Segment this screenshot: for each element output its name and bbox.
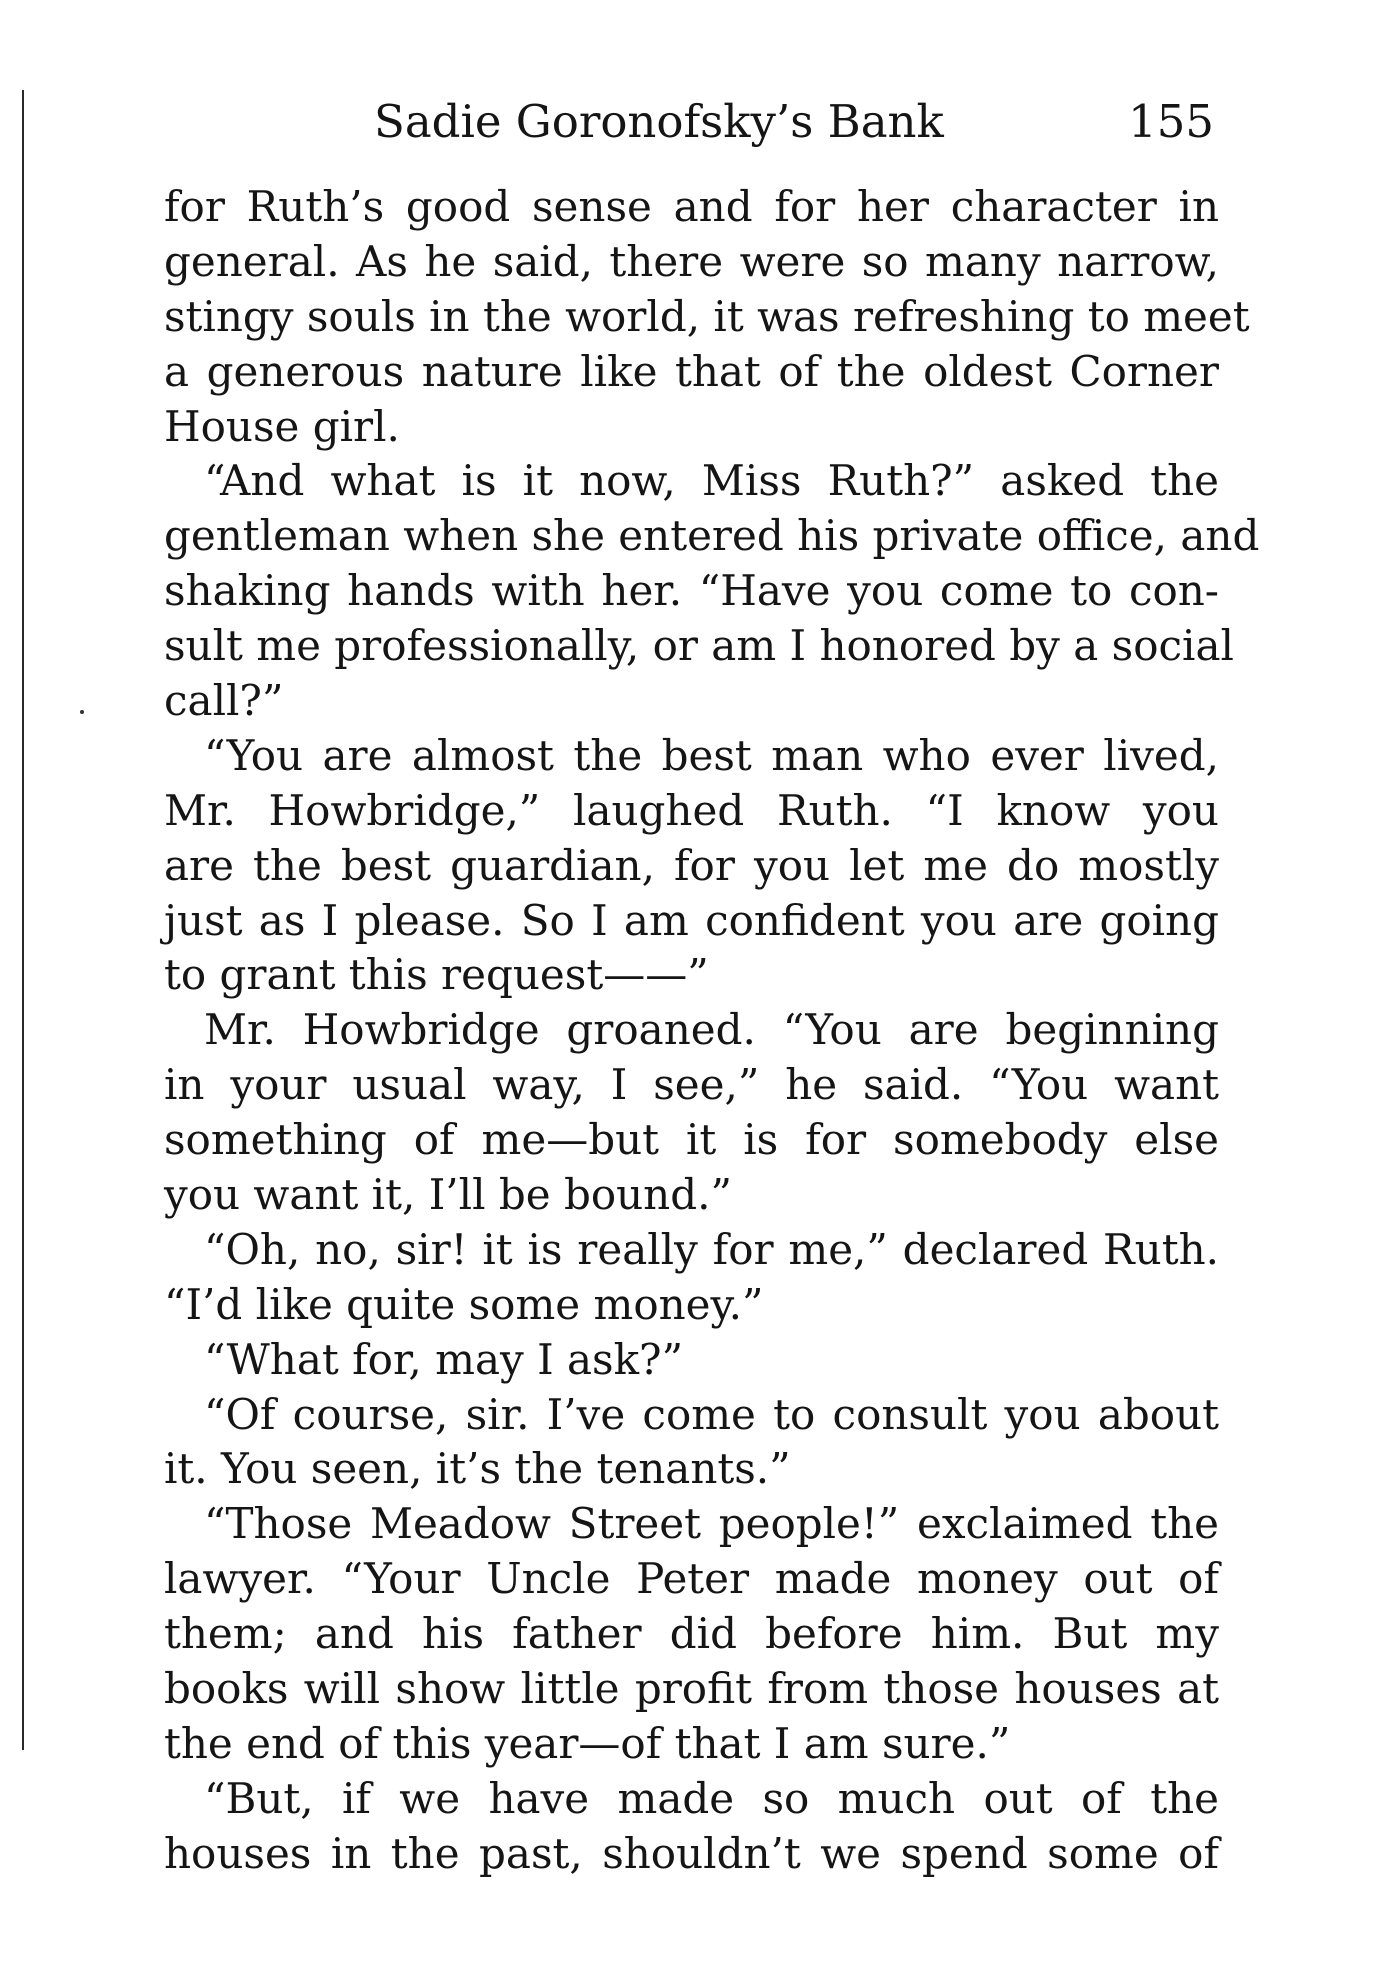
text-line: a generous nature like that of the oldest Corner: [164, 346, 1219, 396]
text-line: for Ruth’s good sense and for her character in: [164, 182, 1219, 231]
text-line: houses in the past, shouldn’t we spend some of: [164, 1828, 1219, 1878]
page-header: [374, 92, 1214, 152]
page-number: 155: [1128, 95, 1214, 148]
text-line: it. You seen, it’s the tenants.”: [164, 1444, 791, 1494]
text-line: lawyer. “Your Uncle Peter made money out of: [164, 1554, 1219, 1604]
text-line: “Oh, no, sir! it is really for me,” declared Ruth.: [204, 1224, 1219, 1274]
text-line: “But, if we have made so much out of the: [204, 1773, 1219, 1823]
text-line: Mr. Howbridge,” laughed Ruth. “I know you: [164, 785, 1219, 835]
text-line: “And what is it now, Miss Ruth?” asked the: [204, 456, 1219, 506]
text-line: “Of course, sir. I’ve come to consult you about: [204, 1389, 1219, 1439]
text-line: sult me professionally, or am I honored by a social: [164, 621, 1234, 671]
text-line: are the best guardian, for you let me do mostly: [164, 840, 1219, 890]
body-text: [164, 180, 1260, 1882]
text-line: books will show little profit from those houses at: [164, 1664, 1219, 1714]
text-line: stingy souls in the world, it was refreshing to meet: [164, 291, 1250, 341]
text-line: just as I please. So I am confident you are going: [164, 895, 1219, 945]
text-line: shaking hands with her. “Have you come to con-: [164, 566, 1219, 616]
text-line: “Those Meadow Street people!” exclaimed the: [204, 1499, 1219, 1549]
text-line: something of me—but it is for somebody else: [164, 1115, 1219, 1165]
text-line: in your usual way, I see,” he said. “You want: [164, 1060, 1219, 1110]
page-binding-edge: [22, 90, 24, 1750]
scan-speck: [80, 710, 84, 714]
text-line: to grant this request——”: [164, 950, 709, 1000]
text-line: “What for, may I ask?”: [204, 1334, 684, 1384]
text-line: “You are almost the best man who ever lived,: [204, 730, 1219, 780]
text-line: you want it, I’ll be bound.”: [164, 1170, 732, 1220]
text-line: House girl.: [164, 401, 400, 451]
text-line: the end of this year—of that I am sure.”: [164, 1718, 1011, 1768]
text-line: gentleman when she entered his private office, and: [164, 511, 1260, 561]
running-title: Sadie Goronofsky’s Bank: [374, 95, 944, 148]
text-line: them; and his father did before him. But my: [164, 1609, 1219, 1659]
text-line: “I’d like quite some money.”: [164, 1279, 764, 1329]
text-line: call?”: [164, 676, 284, 726]
text-line: general. As he said, there were so many narrow,: [164, 236, 1219, 286]
text-line: Mr. Howbridge groaned. “You are beginning: [204, 1005, 1219, 1055]
